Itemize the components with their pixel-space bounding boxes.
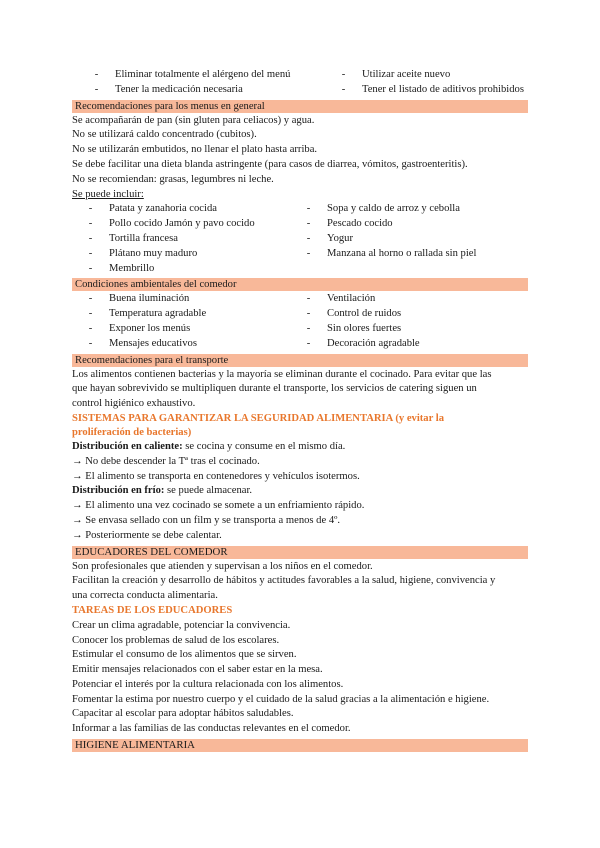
- list-item: - Pollo cocido Jamón y pavo cocido: [88, 218, 255, 230]
- task-line: Emitir mensajes relacionados con el saber estar en la mesa.: [72, 664, 323, 676]
- text-line: Facilitan la creación y desarrollo de hábitos y actitudes favorables a la salud, higiene, convivencia y: [72, 575, 496, 587]
- text-line: una correcta conducta alimentaria.: [72, 590, 218, 602]
- section-header-ambient: Condiciones ambientales del comedor: [72, 278, 528, 291]
- ambient-list: [72, 292, 528, 351]
- list-item: - Mensajes educativos: [88, 337, 197, 349]
- task-line: Crear un clima agradable, potenciar la convivencia.: [72, 619, 291, 631]
- list-item: - Buena iluminación: [88, 293, 190, 305]
- top-list: [78, 68, 528, 98]
- systems-title-line: SISTEMAS PARA GARANTIZAR LA SEGURIDAD ALIMENTARIA (y evitar la: [72, 412, 444, 424]
- list-item: - Ventilación: [306, 293, 376, 305]
- task-line: Conocer los problemas de salud de los escolares.: [72, 634, 280, 646]
- text-line: Los alimentos contienen bacterias y la mayoría se eliminan durante el cocinado. Para evitar que las: [72, 368, 492, 380]
- task-line: Potenciar el interés por la cultura relacionada con los alimentos.: [72, 678, 344, 690]
- include-label: Se puede incluir:: [72, 188, 144, 200]
- text-line: → No debe descender la Tª tras el cocinado.: [72, 455, 260, 467]
- text-line: No se utilizarán embutidos, no llenar el plato hasta arriba.: [72, 144, 318, 156]
- text-line: → Posteriormente se debe calentar.: [72, 529, 222, 541]
- text-line: Son profesionales que atienden y supervisan a los niños en el comedor.: [72, 560, 373, 572]
- include-list: [72, 202, 528, 276]
- systems-title: [72, 412, 528, 440]
- list-item: - Patata y zanahoria cocida: [88, 203, 217, 215]
- hot-text: se cocina y consume en el mismo día.: [182, 440, 346, 452]
- list-item: - Sin olores fuertes: [306, 322, 402, 334]
- task-line: Capacitar al escolar para adoptar hábitos saludables.: [72, 708, 294, 720]
- cold-distribution: [72, 484, 528, 499]
- text-line: control higiénico exhaustivo.: [72, 398, 196, 410]
- text-line: Se acompañarán de pan (sin gluten para celiacos) y agua.: [72, 114, 315, 126]
- list-item: - Manzana al horno o rallada sin piel: [306, 247, 477, 259]
- task-line: Informar a las familias de las conductas relevantes en el comedor.: [72, 723, 351, 735]
- text-line: Se debe facilitar una dieta blanda astringente (para casos de diarrea, vómitos, gastroenteritis).: [72, 158, 468, 170]
- list-item: - Tortilla francesa: [88, 232, 178, 244]
- list-item: - Plátano muy maduro: [88, 247, 198, 259]
- list-item: - Tener el listado de aditivos prohibidos: [341, 83, 524, 95]
- list-item: - Utilizar aceite nuevo: [341, 69, 451, 80]
- task-line: Fomentar la estima por nuestro cuerpo y el cuidado de la salud gracias a la alimentación e higiene.: [72, 693, 490, 705]
- text-line: que hayan sobrevivido se multipliquen durante el transporte, los servicios de catering siguen un: [72, 383, 477, 395]
- section-header-menus: Recomendaciones para los menus en general: [72, 100, 528, 113]
- text-line: → El alimento se transporta en contenedores y vehículos isotermos.: [72, 470, 360, 482]
- hot-label: Distribución en caliente:: [72, 440, 183, 452]
- list-item: - Yogur: [306, 232, 354, 244]
- text-line: → Se envasa sellado con un film y se transporta a menos de 4º.: [72, 514, 341, 526]
- text-line: → El alimento una vez cocinado se somete a un enfriamiento rápido.: [72, 500, 365, 512]
- list-item: - Temperatura agradable: [88, 308, 207, 320]
- list-item: - Membrillo: [88, 262, 155, 274]
- cold-label: Distribución en frío:: [72, 485, 165, 497]
- section-header-transport: Recomendaciones para el transporte: [72, 354, 528, 367]
- task-line: Estimular el consumo de los alimentos que se sirven.: [72, 649, 297, 661]
- list-item: - Pescado cocido: [306, 218, 393, 230]
- hot-distribution: [72, 440, 528, 455]
- systems-title-line: proliferación de bacterias): [72, 426, 192, 438]
- list-item: - Control de ruidos: [306, 308, 402, 320]
- list-item: - Sopa y caldo de arroz y cebolla: [306, 203, 460, 215]
- text-line: No se utilizará caldo concentrado (cubitos).: [72, 129, 257, 141]
- list-item: - Eliminar totalmente el alérgeno del menú: [94, 69, 291, 80]
- section-header-educators: EDUCADORES DEL COMEDOR: [72, 546, 528, 559]
- text-line: No se recomiendan: grasas, legumbres ni leche.: [72, 173, 274, 185]
- list-item: - Tener la medicación necesaria: [94, 83, 243, 95]
- section-header-hygiene: HIGIENE ALIMENTARIA: [72, 739, 528, 752]
- document-page: [72, 68, 528, 753]
- list-item: - Exponer los menús: [88, 322, 191, 334]
- tasks-title: TAREAS DE LOS EDUCADORES: [72, 604, 233, 616]
- cold-text: se puede almacenar.: [164, 485, 253, 497]
- list-item: - Decoración agradable: [306, 337, 420, 349]
